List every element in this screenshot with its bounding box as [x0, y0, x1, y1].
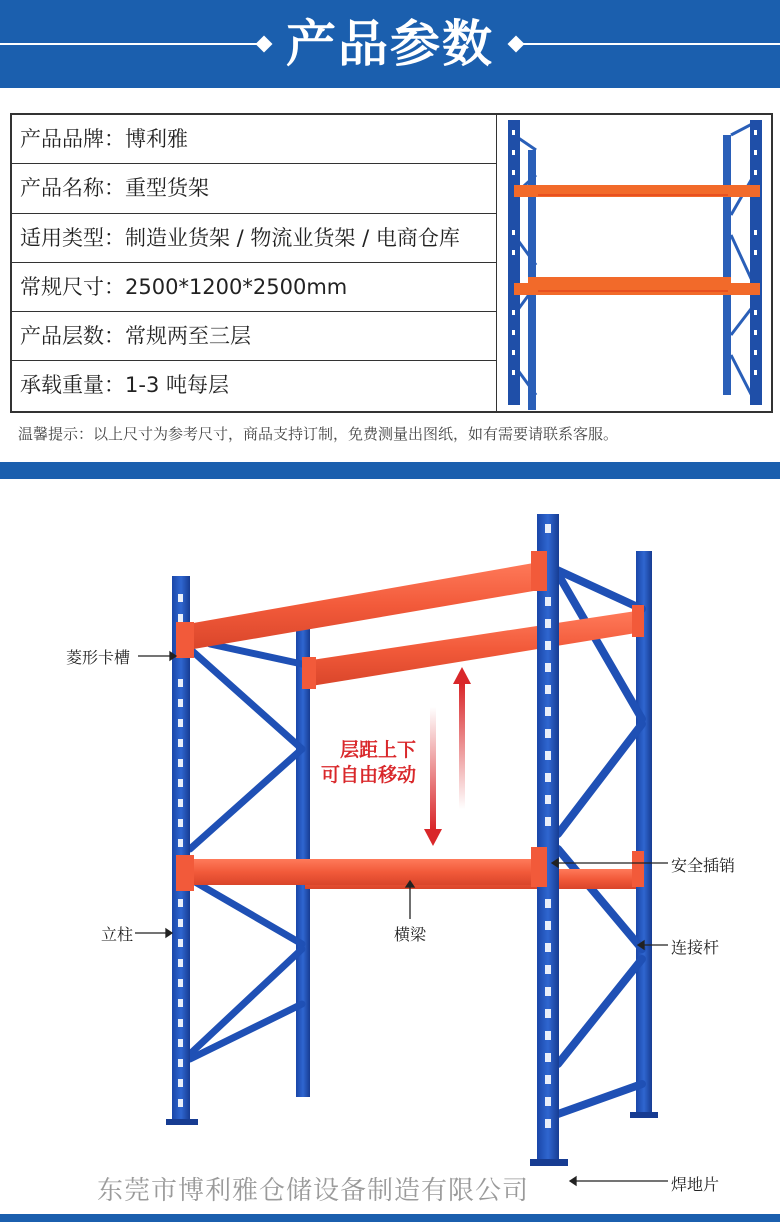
- label-connector: 连接杆: [671, 938, 720, 957]
- label-foot-plate: 焊地片: [671, 1175, 720, 1194]
- spec-table: [10, 113, 773, 413]
- warm-tip: 温馨提示：以上尺寸为参考尺寸，商品支持订制，免费测量出图纸，如有需要请联系客服。: [18, 425, 619, 443]
- label-beam: 横梁: [394, 925, 427, 944]
- section-divider: [0, 462, 780, 479]
- company-watermark: 东莞市博利雅仓储设备制造有限公司: [97, 1176, 530, 1206]
- spec-size: 常规尺寸：2500*1200*2500mm: [12, 263, 496, 312]
- adjust-text-line1: 层距上下: [340, 739, 417, 761]
- bottom-bar: [0, 1214, 780, 1222]
- header-banner: [0, 0, 780, 88]
- spec-type: 适用类型：制造业货架 / 物流业货架 / 电商仓库: [12, 214, 496, 263]
- spec-rows: [12, 115, 497, 411]
- spec-brand: 产品品牌：博利雅: [12, 115, 496, 164]
- label-diamond-slot: 菱形卡槽: [66, 648, 131, 667]
- adjust-text-line2: 可自由移动: [321, 764, 417, 786]
- spec-load: 承载重量：1-3 吨每层: [20, 373, 229, 398]
- spec-name: 产品名称：重型货架: [12, 164, 496, 213]
- page-title: 产品参数: [286, 15, 494, 73]
- label-upright: 立柱: [101, 925, 134, 944]
- spec-levels: 产品层数：常规两至三层: [12, 312, 496, 361]
- rack-diagram: [0, 479, 780, 1214]
- label-safety-pin: 安全插销: [671, 856, 736, 875]
- rack-thumbnail: [498, 115, 771, 411]
